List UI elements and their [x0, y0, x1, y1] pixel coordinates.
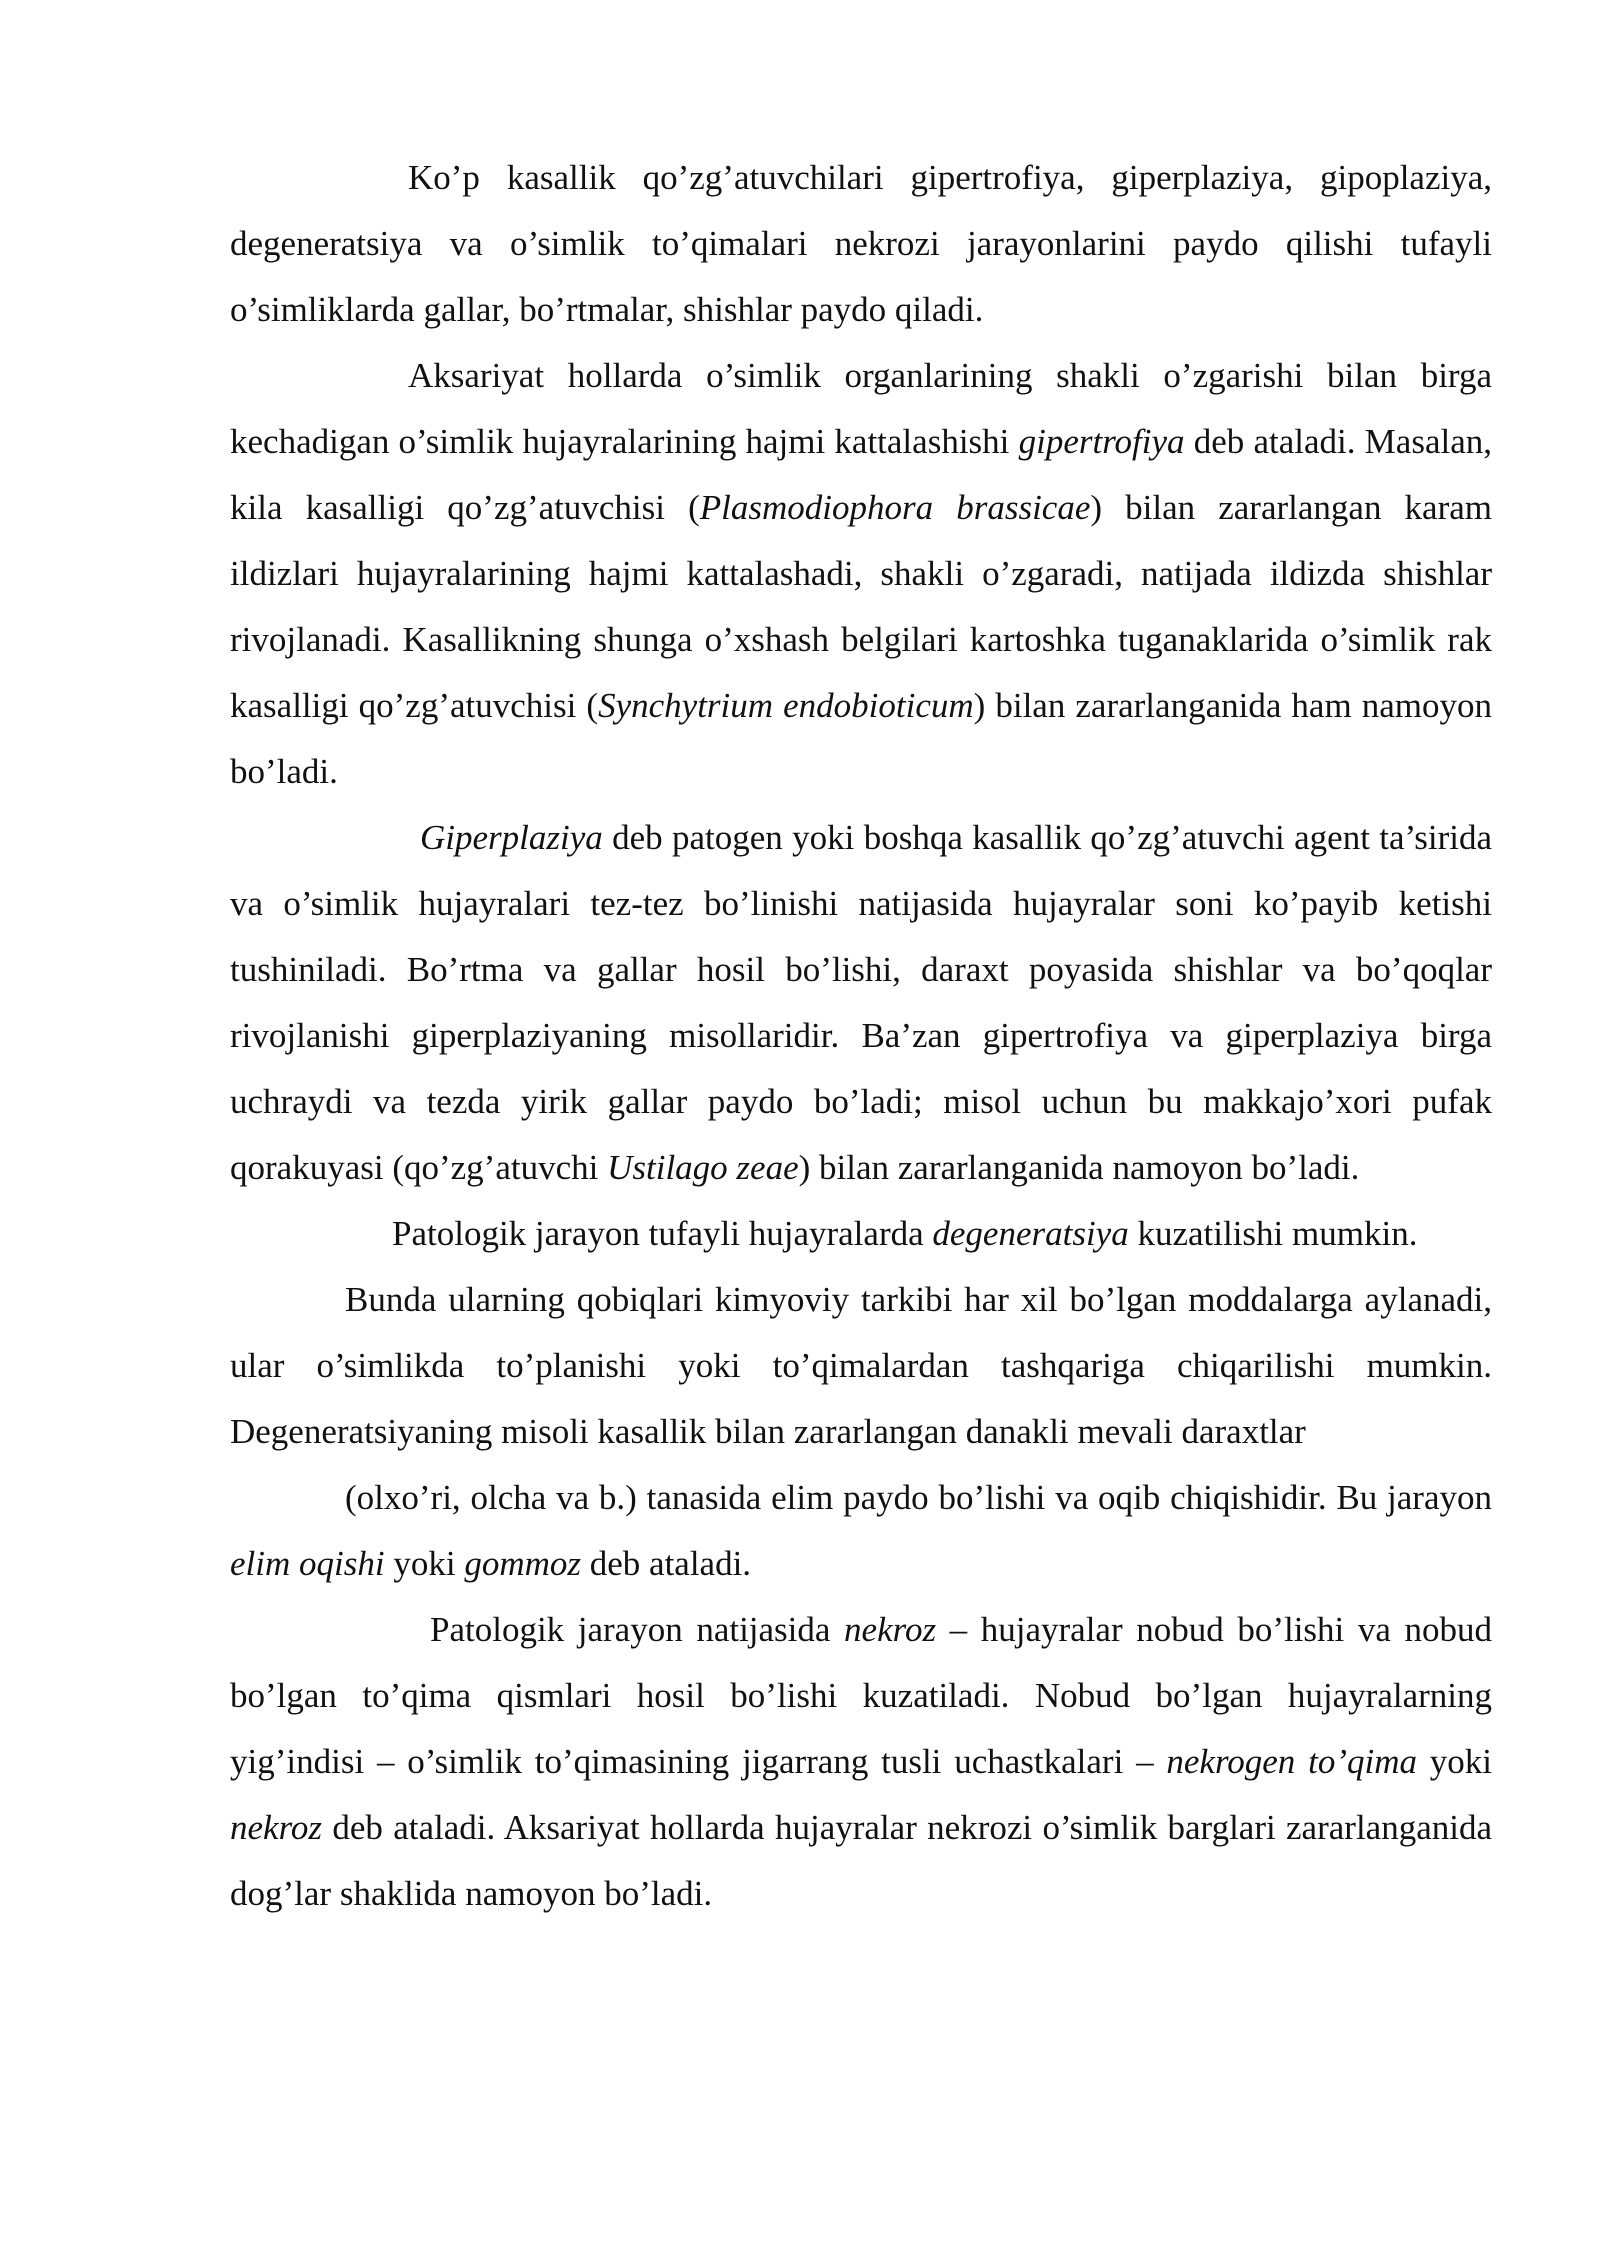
italic-term: Synchytrium endobioticum — [598, 686, 974, 725]
italic-term: gipertrofiya — [1018, 422, 1185, 461]
paragraph-1 — [230, 145, 1492, 343]
paragraph-3 — [230, 805, 1492, 1201]
paragraph-4 — [230, 1201, 1492, 1267]
paragraph-6 — [230, 1465, 1492, 1597]
italic-term: degeneratsiya — [932, 1214, 1129, 1253]
text-segment: yoki — [1416, 1742, 1492, 1781]
text-segment: deb ataladi. — [581, 1544, 752, 1583]
text-segment: Patologik jarayon natijasida — [430, 1610, 845, 1649]
italic-term: nekroz — [844, 1610, 937, 1649]
italic-term: gommoz — [464, 1544, 581, 1583]
text-segment: (olxo’ri, olcha va b.) tanasida elim paydo bo’lishi va oqib chiqishidir. Bu jarayon — [345, 1478, 1492, 1517]
text-segment: kuzatilishi mumkin. — [1128, 1214, 1418, 1253]
text-segment: deb patogen yoki boshqa kasallik qo’zg’atuvchi agent ta’sirida va o’simlik hujayralari tez-tez bo’linishi natijasida hujayralar soni ko’payib ketishi tushiniladi. Bo’rtma va gallar hosil bo’lishi, daraxt poyasida shishlar va bo’qoqlar rivojlanishi giperplaziyaning misollaridir. Ba’zan gipertrofiya va giperplaziya birga uchraydi va tezda yirik gallar paydo bo’ladi; misol uchun bu makkajo’xori pufak qorakuyasi (qo’zg’atuvchi — [230, 818, 1492, 1187]
paragraph-2 — [230, 343, 1492, 805]
italic-term: nekrogen to’qima — [1166, 1742, 1417, 1781]
italic-term: elim oqishi — [230, 1544, 385, 1583]
text-segment: Bunda ularning qobiqlari kimyoviy tarkibi har xil bo’lgan moddalarga aylanadi, ular o’simlikda to’planishi yoki to’qimalardan tashqariga chiqarilishi mumkin. Degeneratsiyaning misoli kasallik bilan zararlangan danakli mevali daraxtlar — [230, 1280, 1492, 1451]
text-segment: yoki — [384, 1544, 465, 1583]
italic-term: Plasmodiophora brassicae — [699, 488, 1091, 527]
italic-term: Ustilago zeae — [607, 1148, 799, 1187]
text-segment: ) bilan zararlangan karam ildizlari hujayralarining hajmi kattalashadi, shakli o’zgaradi, natijada ildizda shishlar rivojlanadi. Kasallikning shunga o’xshash belgilari kartoshka tuganaklarida o’simlik rak kasalligi qo’zg’atuvchisi ( — [230, 488, 1492, 725]
text-body — [230, 145, 1492, 1927]
text-segment: Patologik jarayon tufayli hujayralarda — [392, 1214, 933, 1253]
text-segment: – hujayralar nobud bo’lishi va nobud bo’lgan to’qima qismlari hosil bo’lishi kuzatiladi. Nobud bo’lgan hujayralarning yig’indisi – o’simlik to’qimasining jigarrang tusli uchastkalari – — [230, 1610, 1492, 1781]
text-segment: ) bilan zararlanganida namoyon bo’ladi. — [798, 1148, 1360, 1187]
text-segment: deb ataladi. Aksariyat hollarda hujayralar nekrozi o’simlik barglari zararlanganida dog’lar shaklida namoyon bo’ladi. — [230, 1808, 1492, 1913]
text-segment: ) bilan zararlanganida ham namoyon bo’ladi. — [230, 686, 1493, 791]
text-segment: Aksariyat hollarda o’simlik organlarining shakli o’zgarishi bilan birga kechadigan o’simlik hujayralarining hajmi kattalashishi — [230, 356, 1492, 461]
italic-term: nekroz — [230, 1808, 323, 1847]
italic-term: Giperplaziya — [420, 818, 603, 857]
text-segment: deb ataladi. Masalan, kila kasalligi qo’zg’atuvchisi ( — [230, 422, 1492, 527]
paragraph-5 — [230, 1267, 1492, 1465]
paragraph-7 — [230, 1597, 1492, 1927]
text-segment: Ko’p kasallik qo’zg’atuvchilari gipertrofiya, giperplaziya, gipoplaziya, degeneratsiya va o’simlik to’qimalari nekrozi jarayonlarini paydo qilishi tufayli o’simliklarda gallar, bo’rtmalar, shishlar paydo qiladi. — [230, 158, 1492, 329]
